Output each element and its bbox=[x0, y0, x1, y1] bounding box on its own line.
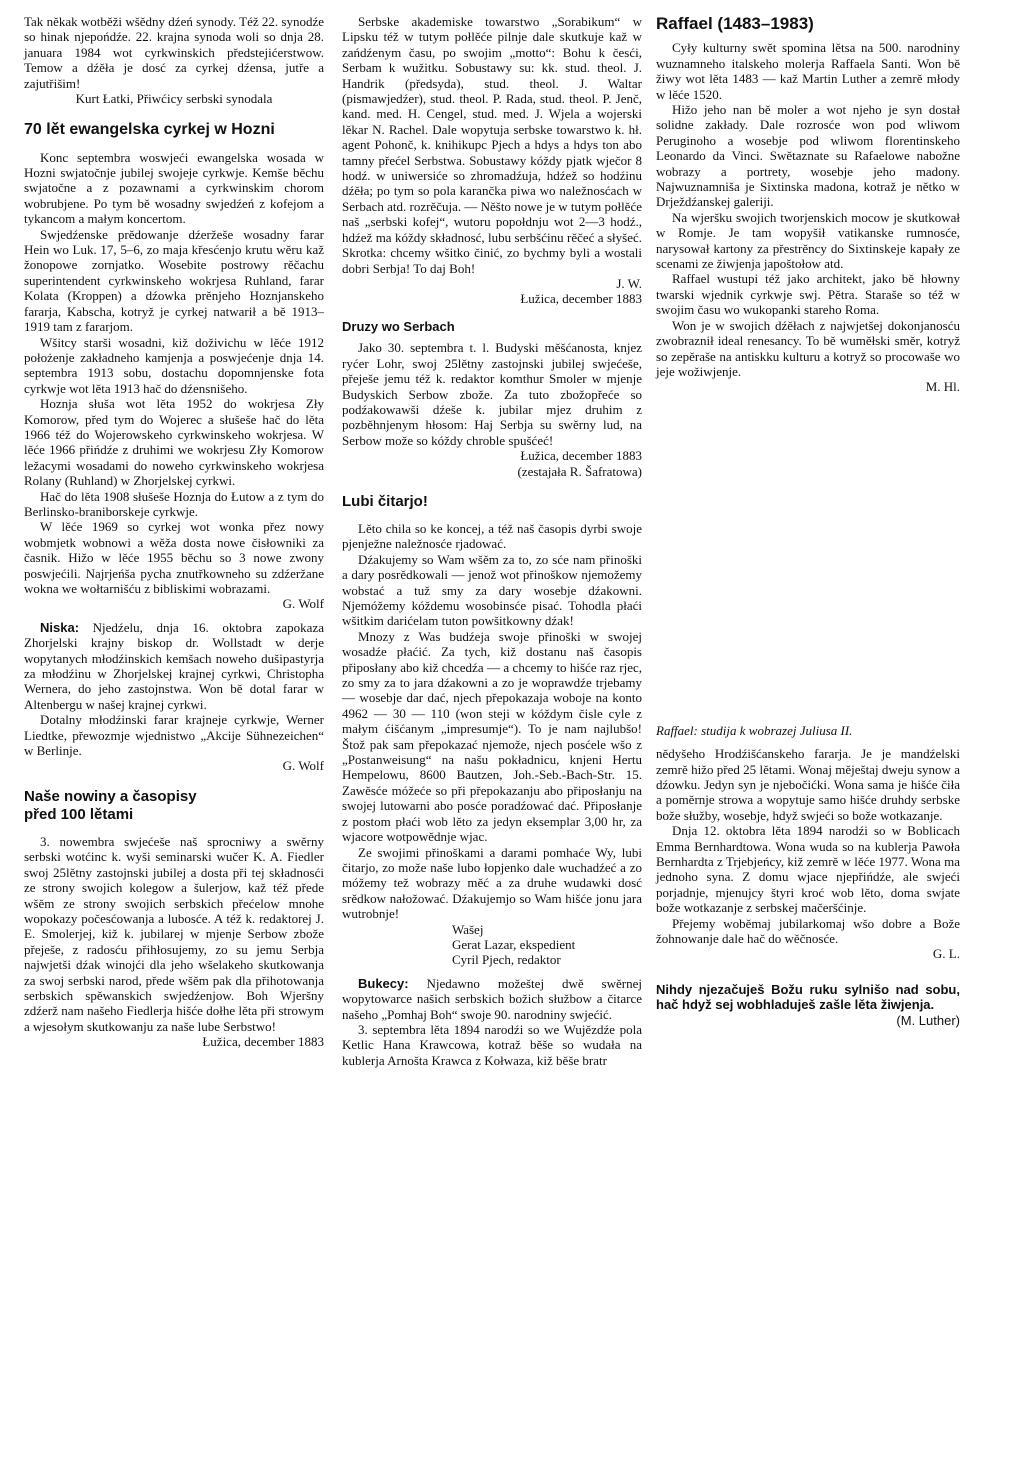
paragraph: Jako 30. septembra t. l. Budyski měšćanosta, knjez ryćer Lohr, swoj 25lětny zastojnski jubilej swjećeše, přeješe jemu též k. redaktor komthur Smoler w mjenje Budyskich Serbow zbože. Za tuto zbožopřeće so podźakowawši dźeše k. jubilar mjez druhim z pozběhnjenym hłosom: Haj Serbja su swěrny lud, na Serbow može so kóždy chroble spušćeć! bbox=[342, 340, 642, 448]
author-signature: G. L. bbox=[932, 946, 960, 962]
paragraph: Raffael wustupi též jako architekt, jako bě hłowny twarski wjednik cyrkwje swj. Pětra. Staraše so též w swojim času wo wukopanki stareho Roma. bbox=[656, 271, 960, 318]
heading-line: před 100 lětami bbox=[24, 805, 134, 823]
image-caption: Raffael: studija k wobrazej Juliusa II. bbox=[656, 722, 853, 738]
paragraph: 3. nowembra swjećeše naš sprocniwy a swěrny serbski wotćinc k. wyši seminarski wučer K. A. Fiedler swoj 25lětny zastojnski jubilej a dosta při tej składnosći ze strony swojich kolegow a šulerjow, kaž též přede wšěm ze strony swojich serbskich přećelow mnohe wopokazy počesćowanja a lubosće. A též k. redaktorej J. E. Smolerjej, kiž k. jubilarej w mjenje Serbow zbože přeješe, z radosću přihłosujemy, zo su jemu Serbja najwjetši dźak winojći dla jeho wšelakeho skutkowanja za swoj serbski narod, přede wšěm pak dla přihotowanja serbskich spěwanskich swjedźenjow. Boh Wjeršny zdźerž nam našeho Fiedlerja hišće dołhe lěta při strowym a wjesołym skutkowanju za naše lube Serbstwo! bbox=[24, 833, 324, 1034]
paragraph: nědyšeho Hrodźišćanskeho fararja. Je je mandźelski zemrě hižo před 25 lětami. Wonaj měještaj dweju synow a dźowku. Jedyn syn je njebočićki. Wona sama je hišće čiła a poměrnje strowa a wopytuje samo hišće druhdy serbske bože słužby, wosebje, hdyž swjeći so bože wotkazanje. bbox=[656, 746, 960, 823]
lead-word: Niska: bbox=[40, 619, 80, 635]
author-signature: M. Hl. bbox=[925, 379, 960, 395]
luther-quote bbox=[656, 981, 960, 1028]
synod-signature: Kurt Łatki, Přiwćicy serbski synodala bbox=[75, 91, 273, 107]
news-niska bbox=[24, 620, 324, 712]
heading-church-anniversary: 70 lět ewangelska cyrkej w Hozni bbox=[24, 121, 275, 139]
author-signature: G. Wolf bbox=[282, 758, 324, 774]
paragraph: W lěće 1969 so cyrkej wot wonka přez nowy wobmjetk wobnowi a wěža dosta nowe čisłowniki za časnik. Hižo w lěće 1955 běchu so 3 nowe zwony poswjećili. Najrjeńša pycha znutřkowneho su zdźeržane wokna we wołtarnišću z bibliskimi wobrazami. bbox=[24, 519, 324, 596]
closing-signature: Cyril Pjech, redaktor bbox=[452, 952, 561, 968]
paragraph: Konc septembra woswjeći ewangelska wosada w Hozni swjatočnje jubilej swojeje cyrkwje. Kemše běchu swjatočne a z pozawnami a cyrkwinskim chorom wobrubjene. Po tym bě wosadny swjedźeń z kofejom a tykancom a małym koncertom. bbox=[24, 149, 324, 227]
lead-word: Bukecy: bbox=[358, 975, 409, 991]
paragraph: Dnja 12. oktobra lěta 1894 narodźi so w Boblicach Emma Bernhardtowa. Wona wuda so na kublerja Pawoła Bernhardta z Trjebjeńcy, kiž zemrě w lěće 1977. Wona ma jednoho syna. Z domu wjace njepřińdźe, ale swjeći porjadnje, mjenujcy štyri kroć wob lěto, doma swjate bože wotkazanje z serbskej mačeršćinje. bbox=[656, 823, 960, 916]
news-text: Njedźelu, dnja 16. oktobra zapokaza Zhorjelski krajny biskop dr. Wollstadt w derje wopytanych młodźinskich kemšach noweho dušipastyrja za młodźinu w Zhorjelskej krajnej cyrkwi, Christopha Wernera, do jeho zastojnstwa. Won bě dotal farar w Altenbergu w našej krajnej cyrkwi. bbox=[24, 619, 324, 712]
paragraph: Serbske akademiske towarstwo „Sorabikum“ w Lipsku též w tutym połlěće pilnje dale skutkuje kaž w zańdźenym času, po swojim „motto“: Bohu k česći, Serbam k wužitku. Sobustawy su: kk. stud. theol. J. Handrik (předsyda), stud. theol. J. Waltar (pismawjedźer), stud. theol. P. Rada, stud. theol. P. Jenč, kand. med. H. Cengel, stud. med. J. Wjela a wojerski lěkar N. Rachel. Dale wopytuja serbske towarstwo k. hł. agent Pohonč, k. knihikupc Pjech a hdys a hdys ton abo tamny přećel Serbstwa. Sobustawy kóždy pjatk wječor 8 hodź. w uniwersiće so zhromadźuja, hdźež so hodźinu dźěła; po tym so pola karančka piwa wo naležnosćach w Serbach atd. rozrěčuja. — Něšto nowe je w tutym połlěće naš „serbski kofej“, wutoru popołdnju wot 2—3 hodź., hdźež ma kóždy składnosć, lubu serbšćinu rěčeć a słyšeć. Skrotka: chcemy wšitko činić, zo bychmy byli a wostali dobri Serbja! To daj Boh! bbox=[342, 14, 642, 276]
author-signature: J. W. bbox=[616, 275, 642, 291]
closing-signature: Gerat Lazar, ekspedient bbox=[452, 936, 576, 952]
heading-line: Naše nowiny a časopisy bbox=[24, 787, 197, 805]
paragraph: Wšitcy starši wosadni, kiž doživichu w lěće 1912 położenje zakładneho kamjenja a poswjećenje dnja 14. septembra 1913 sobu, dostachu dopomnjenske fota cyrkwje wot lěta 1913 hač do dźensnišeho. bbox=[24, 334, 324, 396]
paragraph: Hoznja słuša wot lěta 1952 do wokrjesa Zły Komorow, před tym do Wojerec a słušeše hač do lěta 1966 též do Wojerowskeho cyrkwinskeho wokrjesa. W lěće 1966 přińdźe z druhimi we wokrjesu Zły Komorow ležacymi wosadami do noweho cyrkwinskeho wokrjesa Rolany (Ruhland) w Zhorjelskej cyrkwi. bbox=[24, 396, 324, 489]
news-text: Njedawno možeštej dwě swěrnej wopytowarce našich serbskich božich słužbow a čitarce našeho „Pomhaj Boh“ swoje 90. narodniny swjećić. bbox=[342, 975, 642, 1022]
heading-raffael: Raffael (1483–1983) bbox=[656, 14, 814, 33]
quote-source: (M. Luther) bbox=[896, 1012, 960, 1028]
paragraph: Mnozy z Was budźeja swoje přinoški w swojej wosadźe płaćić. Za tych, kiž dostanu naš časopis připosłany abo kiž chcedźa — a chcemy to hišće raz rjec, zo smy za to jara dźakowni a zo je woprawdźe trjebamy — wosebje dar dać, njech přepokazaja woboje na konto 4962 — 30 — 110 (won steji w kóždym čisle cyle z małym ćišćanym „impresumje“). To je nam najlubšo! Štož pak sam přepokazać njemože, njech posćele wšo z „Postanweisung“ na našu pokładnicu, knjeni Hertu Hempelowu, 8600 Bautzen, Joh.-Seb.-Bach-Str. 15. Zawěsće móžeće so při přepokazanju abo připosłanju na swojej lutowarni abo posće poradźować dać. Připosłanje z postom płaći wob lěto za jedyn eksemplar 3,00 hr, za wjacore wotpowědnje wjac. bbox=[342, 628, 642, 845]
closing-signature: Wašej bbox=[452, 921, 484, 937]
source-signature: Łužica, december 1883 bbox=[520, 291, 642, 307]
author-signature: G. Wolf bbox=[282, 596, 324, 612]
quote-text: Nihdy njezačuješ Božu ruku sylnišo nad sobu, hač hdyž sej wobhladuješ zašle lěta žiwjenja. bbox=[656, 981, 960, 1013]
column-1 bbox=[24, 14, 324, 1050]
source-signature: Łužica, december 1883 bbox=[202, 1034, 324, 1050]
paragraph: Swjedźenske prědowanje dźeržeše wosadny farar Hein wo Luk. 17, 5–6, zo maja křesćenjo krutu wěru kaž žonopowe zornjatko. Wosebite postrowy rěčachu superintendent cyrkwinskeho wokrjesa Ruhland, farar Kolata (Kroppen) a dźowka prěnjeho Hoznjanskeho fararja, Kabscha, kotryž je cyrkej natwarił a bě 1913–1919 tam z fararjom. bbox=[24, 226, 324, 335]
paragraph: Cyły kulturny swět spomina lětsa na 500. narodniny wuznamneho italskeho molerja Raffaela Santi. Won bě žiwy wot lěta 1483 — kaž Martin Luther a zemrě młody w lěće 1520. bbox=[656, 40, 960, 102]
heading-dear-readers: Lubi čitarjo! bbox=[342, 492, 428, 510]
compiler-signature: (zestajała R. Šafratowa) bbox=[517, 463, 642, 479]
paragraph: Dotalny młodźinski farar krajneje cyrkwje, Werner Liedtke, přewozmje wjednistwo „Akcije Sühnezeichen“ w Berlinje. bbox=[24, 712, 324, 759]
heading-others-about-sorbs: Druzy wo Serbach bbox=[342, 318, 455, 334]
synod-paragraph: Tak někak wotběži wšědny dźeń synody. Též 22. synodźe so hinak njepońdźe. 22. krajna synoda woli so dnja 28. januara 1984 wot cyrkwinskich předstejićerstwow. Temow a dźěła je dosć za cyrkej dźensa, jutře a zajutřišim! bbox=[24, 14, 324, 91]
paragraph: Hižo jeho nan bě moler a wot njeho je syn dostał solidne zakłady. Dale rozrosće won pod wliwom Peruginoho a wosebje pod wliwom florentinskeho Leonardo da Vinci. Swětaznate su Rafaelowe nabožne wobrazy a portrety, wosebje jeho madony. Najwuznamniša je Sixtinska madona, kotraž je nětko w Drježdźanskej galeriji. bbox=[656, 102, 960, 210]
news-bukecy bbox=[342, 976, 642, 1022]
paragraph: Hač do lěta 1908 słušeše Hoznja do Łutow a z tym do Berlinsko-braniborskeje cyrkwje. bbox=[24, 488, 324, 519]
paragraph: Dźakujemy so Wam wšěm za to, zo sće nam přinoški a dary posrědkowali — jenož wot přinoškow njemožemy wobstać a tuž smy za dary wosebje dźakowni. Njemóžemy kóždemu wosobinsće pisać. Tohodla płaći wšitkim darićelam tuton powšitkowny dźak! bbox=[342, 551, 642, 629]
column-3 bbox=[656, 14, 960, 1028]
paragraph: Lěto chila so ke koncej, a též naš časopis dyrbi swoje pjenježne naležnosće rjadować. bbox=[342, 520, 642, 552]
paragraph: Ze swojimi přinoškami a darami pomhaće Wy, lubi čitarjo, zo može naše lubo łopjenko dale wuchadźeć a zo móžemy tež wobrazy měć a za druhe wudawki dosć srědkow nałožować. Dźakujemjo so Wam hišće jonu jara wutrobnje! bbox=[342, 844, 642, 922]
column-2 bbox=[342, 14, 642, 1068]
paragraph: Na wjeršku swojich tworjenskich mocow je skutkował w Romje. Je tam wopyšił vatikanske rumnosće, narysował kartony za přestrěncy do Sixtinskeje kapały ze scenami ze žiwjenja japoštołow atd. bbox=[656, 209, 960, 272]
paragraph: 3. septembra lěta 1894 narodźi so we Wujězdźe pola Ketlic Hana Krawcowa, kotraž běše so wudała na kublerja Arnošta Krawca z Kołwaza, kiž běše bratr bbox=[342, 1021, 642, 1068]
source-signature: Łužica, december 1883 bbox=[520, 448, 642, 464]
artwork-image-area bbox=[656, 395, 960, 723]
paragraph: Won je w swojich dźěłach z najwjetšej dokonjanosću zwobraznił ideal renesancy. To bě wuměłski směr, kotryž so zepěraše na antiskku kulturu a kotryž so procowaše wo jeje wožiwjenje. bbox=[656, 317, 960, 379]
paragraph: Přejemy woběmaj jubilarkomaj wšo dobre a Bože žohnowanje dale hač do wěčnosće. bbox=[656, 915, 960, 947]
heading-newspapers bbox=[24, 788, 324, 824]
